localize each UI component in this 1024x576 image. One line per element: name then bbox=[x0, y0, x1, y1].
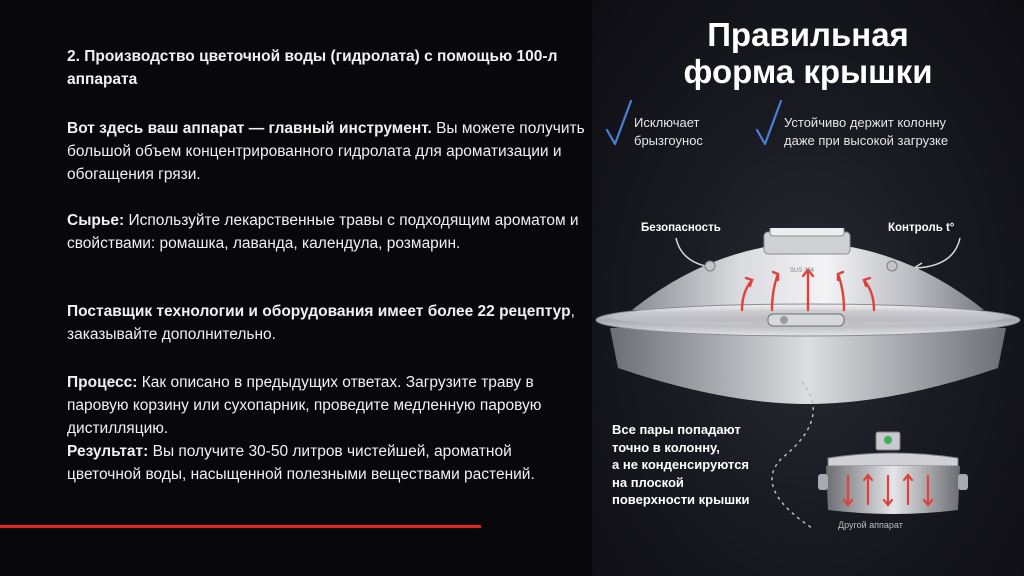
note-line-5: поверхности крышки bbox=[612, 492, 750, 507]
check-icon bbox=[604, 98, 634, 148]
paragraph-raw-bold: Сырье: bbox=[67, 212, 125, 229]
accent-divider bbox=[0, 525, 481, 528]
feature-splash-line-1: Исключает bbox=[634, 115, 700, 130]
steam-note bbox=[612, 421, 812, 509]
heading: 2. Производство цветочной воды (гидролата) с помощью 100-л аппарата bbox=[67, 48, 558, 88]
paragraph-process-bold: Процесс: bbox=[67, 374, 138, 391]
note-line-1: Все пары попадают bbox=[612, 422, 741, 437]
note-line-3: а не конденсируются bbox=[612, 457, 750, 472]
other-apparatus-illustration bbox=[818, 430, 968, 520]
feature-splash bbox=[634, 114, 703, 149]
feature-column-line-2: даже при высокой загрузке bbox=[784, 132, 949, 148]
feature-column bbox=[784, 114, 948, 149]
paragraph-raw-text: Используйте лекарственные травы с подходящим ароматом и свойствами: ромашка, лаванда, календула, розмарин. bbox=[67, 212, 579, 252]
paragraph-apparatus-bold: Вот здесь ваш аппарат — главный инструмент. bbox=[67, 120, 432, 137]
paragraph-supplier-text: , заказывайте дополнительно. bbox=[67, 303, 575, 343]
lid-engraving: SUS 304 bbox=[790, 268, 815, 274]
paragraph-apparatus-text: Вы можете получить большой объем концентрированного гидролата для ароматизации и обогащения грязи. bbox=[67, 120, 585, 183]
paragraph-apparatus bbox=[67, 117, 587, 186]
page-title bbox=[592, 16, 1024, 90]
title-line-2: форма крышки bbox=[683, 53, 933, 90]
other-apparatus-label: Другой аппарат bbox=[838, 520, 903, 530]
paragraph-raw bbox=[67, 209, 587, 255]
paragraph-process-text: Как описано в предыдущих ответах. Загрузите траву в паровую корзину или сухопарник, проведите медленную паровую дистилляцию. bbox=[67, 374, 542, 437]
feature-column-line-1: Устойчиво держит колонну bbox=[784, 115, 946, 130]
label-safety: Безопасность bbox=[641, 222, 721, 234]
paragraph-supplier bbox=[67, 300, 587, 346]
title-line-1: Правильная bbox=[707, 16, 909, 53]
feature-splash-line-2: брызгоунос bbox=[634, 132, 703, 148]
paragraph-result-bold: Результат: bbox=[67, 443, 149, 460]
check-icon bbox=[754, 98, 784, 148]
paragraph-process bbox=[67, 371, 587, 440]
label-temperature: Контроль t° bbox=[888, 222, 955, 234]
paragraph-supplier-bold: Поставщик технологии и оборудования имеет более 22 рецептур bbox=[67, 303, 571, 320]
paragraph-result bbox=[67, 440, 587, 486]
right-panel bbox=[592, 0, 1024, 576]
paragraph-result-text: Вы получите 30-50 литров чистейшей, ароматной цветочной воды, насыщенной полезными веществами растений. bbox=[67, 443, 535, 483]
note-line-2: точно в колонну, bbox=[612, 439, 720, 455]
note-line-4: на плоской bbox=[612, 474, 684, 490]
